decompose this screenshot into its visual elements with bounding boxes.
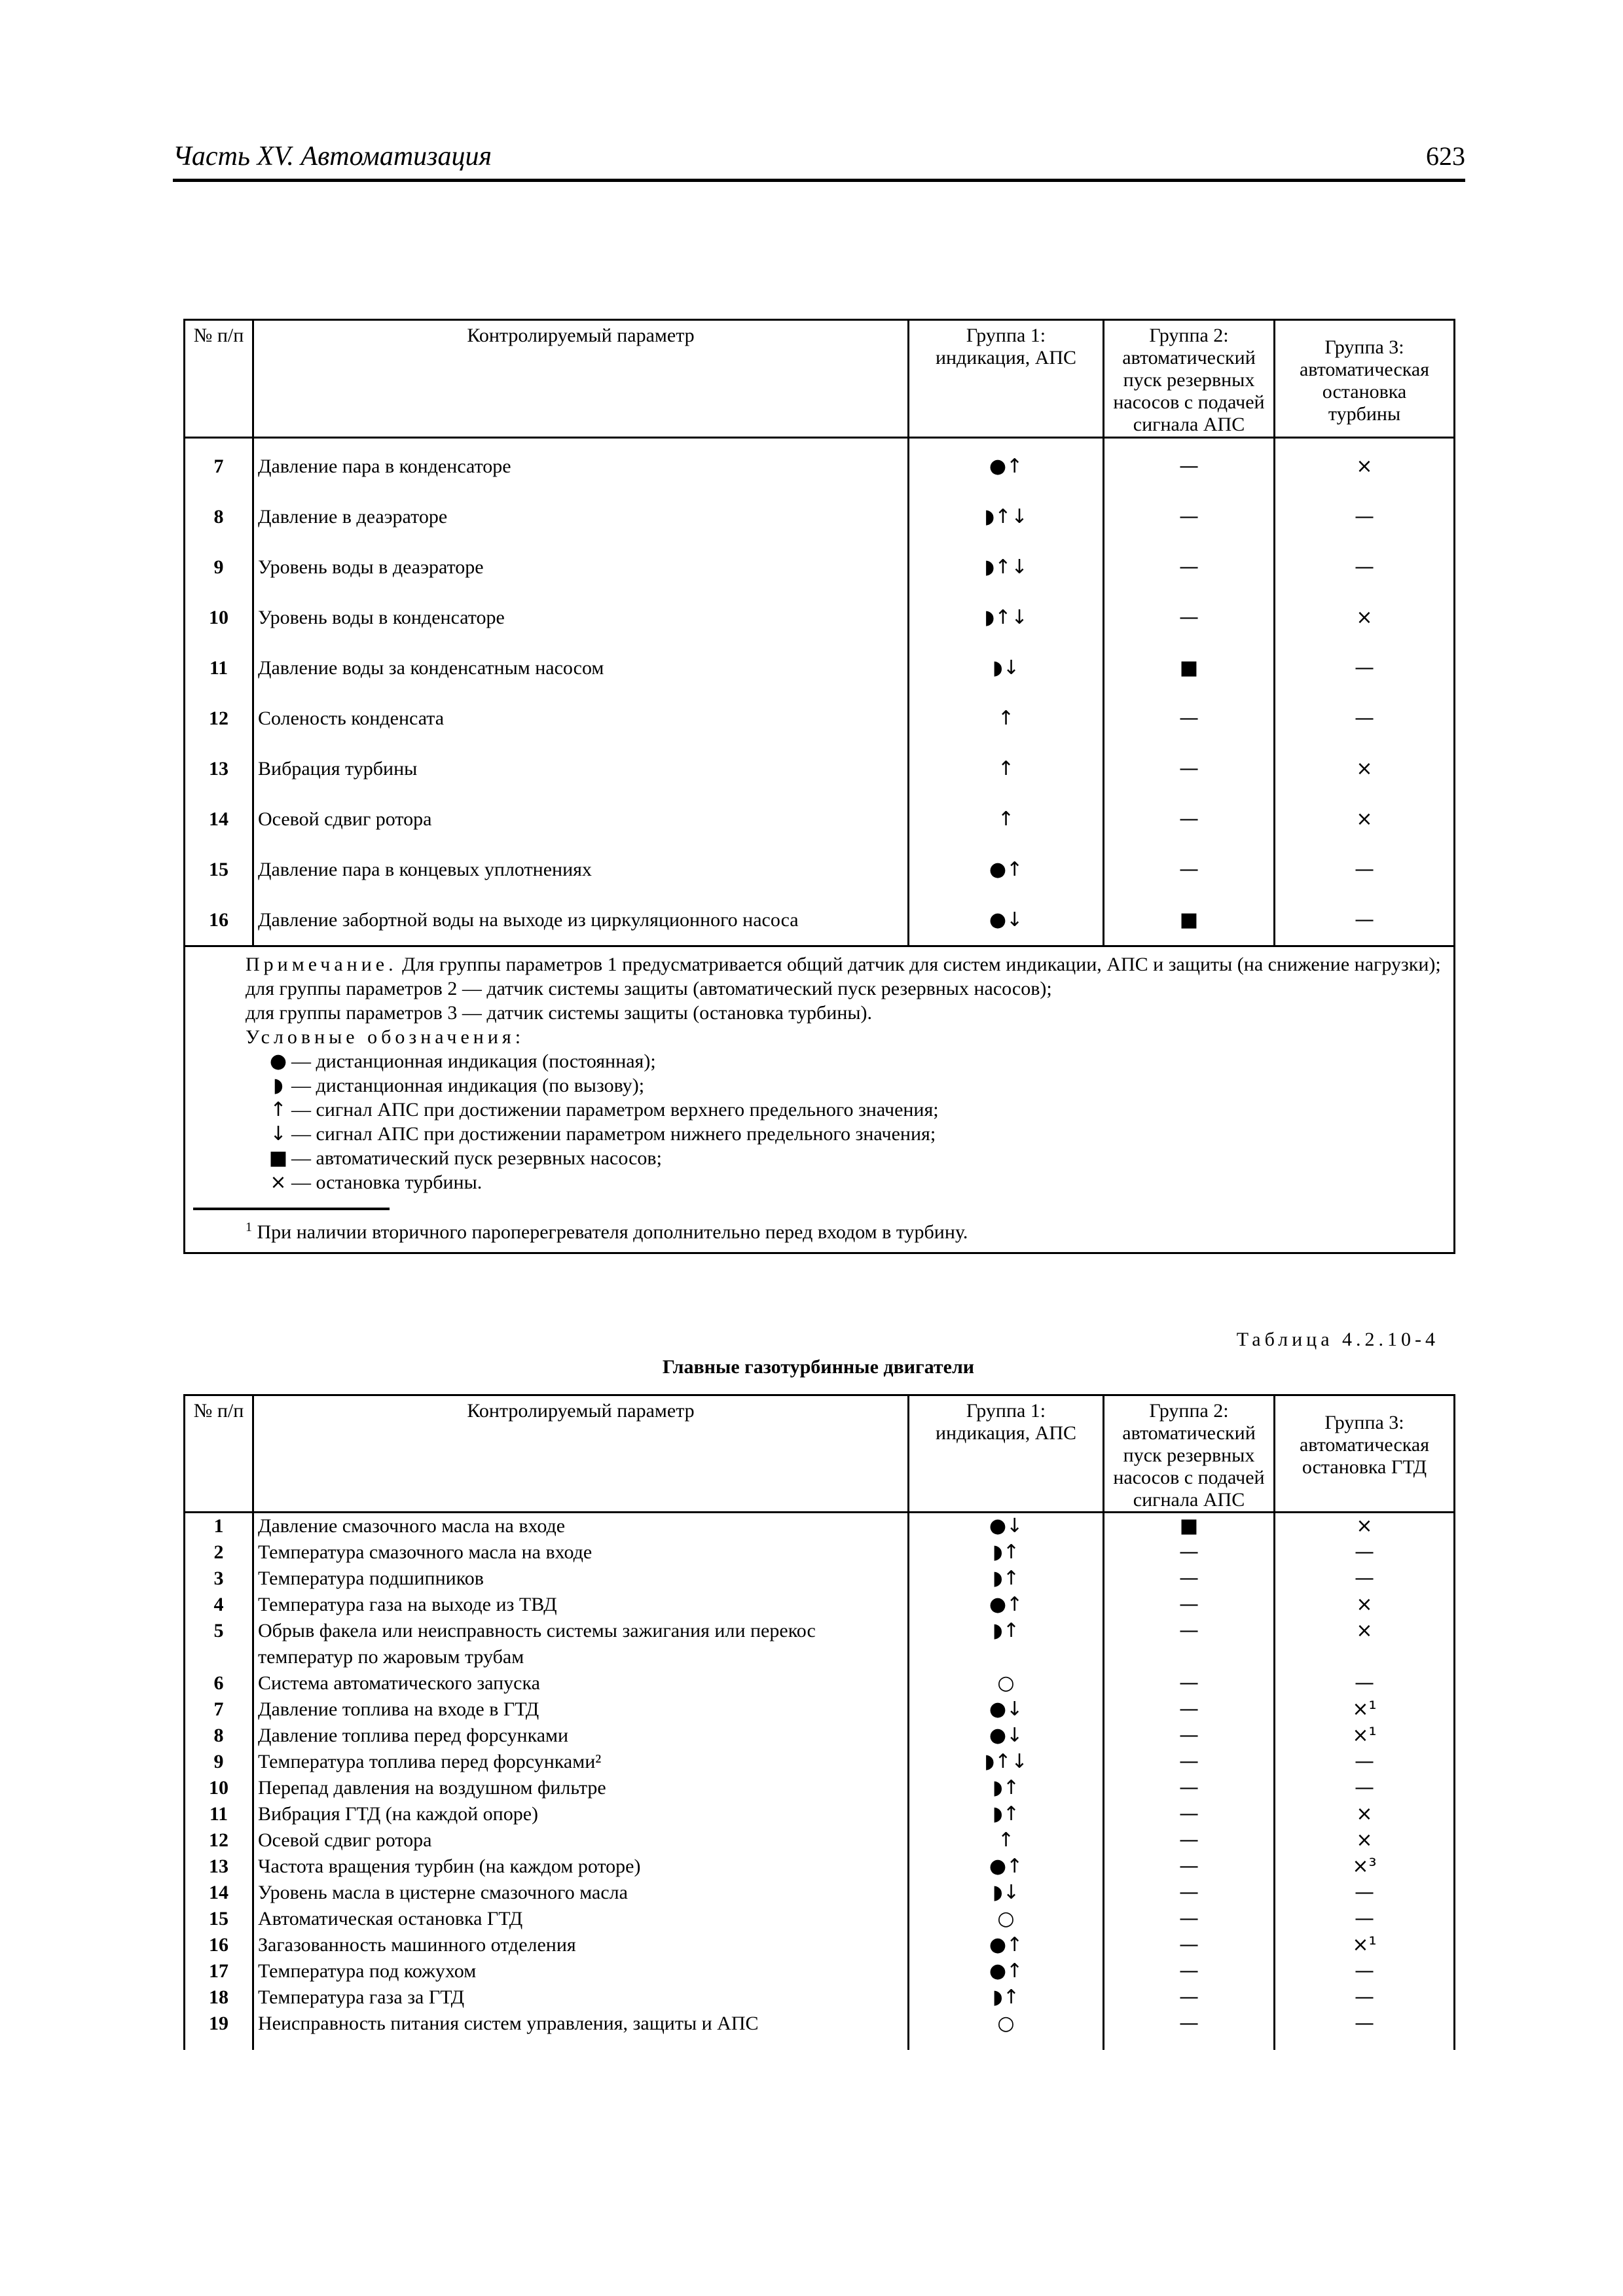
table-row — [185, 2011, 1455, 2050]
row-number: 12 — [185, 693, 253, 744]
legend-text: — дистанционная индикация (постоянная); — [291, 1050, 656, 1072]
legend-text: — сигнал АПС при достижении параметром нижнего предельного значения; — [291, 1123, 936, 1145]
row-number: 7 — [185, 438, 253, 492]
row-group2-symbol: — — [1104, 1958, 1275, 1984]
row-number: 16 — [185, 895, 253, 946]
legend-item — [193, 1170, 1444, 1194]
legend-item — [193, 1122, 1444, 1146]
row-group2-symbol: — — [1104, 844, 1275, 895]
row-group1-symbols: ●↓ — [909, 1723, 1104, 1749]
table-row — [185, 1592, 1455, 1618]
row-group3-symbol: — — [1275, 1749, 1455, 1775]
note-label: Примечание. — [246, 954, 397, 975]
col-header-parameter: Контролируемый параметр — [253, 1395, 909, 1513]
row-group2-symbol: — — [1104, 542, 1275, 592]
row-parameter: Давление забортной воды на выходе из циркуляционного насоса — [253, 895, 909, 946]
row-group2-symbol: — — [1104, 1749, 1275, 1775]
row-group1-symbols: ◗↑ — [909, 1984, 1104, 2011]
row-group3-symbol: ×¹ — [1275, 1696, 1455, 1723]
table-row — [185, 1932, 1455, 1958]
row-group3-symbol: — — [1275, 1906, 1455, 1932]
table-row — [185, 1749, 1455, 1775]
legend-text: — автоматический пуск резервных насосов; — [291, 1147, 662, 1169]
row-number: 8 — [185, 492, 253, 542]
row-group1-symbols: ●↑ — [909, 1932, 1104, 1958]
table-row — [185, 744, 1455, 794]
row-group3-symbol: ×¹ — [1275, 1723, 1455, 1749]
footnote-mark: 1 — [246, 1220, 252, 1234]
row-number: 16 — [185, 1932, 253, 1958]
row-group2-symbol: — — [1104, 1723, 1275, 1749]
row-number: 13 — [185, 1854, 253, 1880]
row-number: 2 — [185, 1539, 253, 1566]
table-note — [185, 946, 1455, 1253]
row-number: 9 — [185, 542, 253, 592]
row-group3-symbol: — — [1275, 895, 1455, 946]
table-row — [185, 643, 1455, 693]
table-row — [185, 1618, 1455, 1670]
row-group3-symbol: — — [1275, 1670, 1455, 1696]
row-parameter: Давление в деаэраторе — [253, 492, 909, 542]
row-parameter: Обрыв факела или неисправность системы зажигания или перекос температур по жаровым трубам — [253, 1618, 909, 1670]
table-title: Главные газотурбинные двигатели — [662, 1356, 975, 1378]
row-group1-symbols: ●↓ — [909, 1696, 1104, 1723]
row-group3-symbol: × — [1275, 592, 1455, 643]
row-group1-symbols: ◗↑ — [909, 1566, 1104, 1592]
row-number: 14 — [185, 794, 253, 844]
col-header-group3: Группа 3: автоматическая остановка турбины — [1275, 320, 1455, 438]
row-parameter: Давление топлива перед форсунками — [253, 1723, 909, 1749]
footnote-rule — [193, 1208, 390, 1210]
row-group2-symbol: — — [1104, 1801, 1275, 1827]
table-row — [185, 1513, 1455, 1540]
row-number: 5 — [185, 1618, 253, 1670]
table-row — [185, 1801, 1455, 1827]
table-row — [185, 492, 1455, 542]
table-row — [185, 542, 1455, 592]
row-group1-symbols: ●↑ — [909, 1958, 1104, 1984]
row-parameter: Частота вращения турбин (на каждом роторе) — [253, 1854, 909, 1880]
table-row — [185, 1723, 1455, 1749]
legend-symbol: ↓ — [270, 1122, 287, 1145]
col-header-number: № п/п — [185, 320, 253, 438]
table-row — [185, 794, 1455, 844]
row-number: 3 — [185, 1566, 253, 1592]
row-parameter: Уровень масла в цистерне смазочного масла — [253, 1880, 909, 1906]
table-row — [185, 1696, 1455, 1723]
row-number: 8 — [185, 1723, 253, 1749]
row-group3-symbol: — — [1275, 2011, 1455, 2050]
table-row — [185, 1958, 1455, 1984]
row-group1-symbols: ◗↑ — [909, 1775, 1104, 1801]
row-group1-symbols: ◗↑↓ — [909, 542, 1104, 592]
row-group3-symbol: × — [1275, 1513, 1455, 1540]
row-group1-symbols: ○ — [909, 1906, 1104, 1932]
row-number: 6 — [185, 1670, 253, 1696]
row-number: 12 — [185, 1827, 253, 1854]
row-number: 18 — [185, 1984, 253, 2011]
row-parameter: Соленость конденсата — [253, 693, 909, 744]
row-group3-symbol: × — [1275, 1827, 1455, 1854]
row-group1-symbols: ◗↑↓ — [909, 492, 1104, 542]
table-row — [185, 1670, 1455, 1696]
row-group3-symbol: — — [1275, 1566, 1455, 1592]
row-group2-symbol: ■ — [1104, 1513, 1275, 1540]
row-group2-symbol: — — [1104, 1696, 1275, 1723]
row-group2-symbol: — — [1104, 1566, 1275, 1592]
legend-symbol: ↑ — [270, 1098, 287, 1121]
row-group2-symbol: — — [1104, 1854, 1275, 1880]
row-group3-symbol: × — [1275, 1592, 1455, 1618]
row-group3-symbol: × — [1275, 744, 1455, 794]
row-group3-symbol: — — [1275, 1958, 1455, 1984]
col-header-group2: Группа 2: автоматический пуск резервных насосов с подачей сигнала АПС — [1104, 320, 1275, 438]
row-group1-symbols: ↑ — [909, 693, 1104, 744]
legend-text: — остановка турбины. — [291, 1172, 483, 1193]
row-group1-symbols: ●↑ — [909, 1592, 1104, 1618]
row-parameter: Вибрация ГТД (на каждой опоре) — [253, 1801, 909, 1827]
row-group2-symbol: — — [1104, 744, 1275, 794]
row-parameter: Автоматическая остановка ГТД — [253, 1906, 909, 1932]
row-number: 9 — [185, 1749, 253, 1775]
row-group2-symbol: — — [1104, 1984, 1275, 2011]
legend-symbol: × — [270, 1171, 287, 1194]
legend-item — [193, 1146, 1444, 1170]
row-group3-symbol: × — [1275, 794, 1455, 844]
table-row — [185, 1539, 1455, 1566]
legend-symbol: ■ — [268, 1147, 288, 1170]
row-parameter: Давление топлива на входе в ГТД — [253, 1696, 909, 1723]
row-number: 15 — [185, 844, 253, 895]
col-header-group3: Группа 3: автоматическая остановка ГТД — [1275, 1395, 1455, 1513]
row-parameter: Уровень воды в деаэраторе — [253, 542, 909, 592]
legend-item — [193, 1098, 1444, 1122]
row-parameter: Давление воды за конденсатным насосом — [253, 643, 909, 693]
row-parameter: Температура подшипников — [253, 1566, 909, 1592]
row-number: 10 — [185, 592, 253, 643]
row-number: 13 — [185, 744, 253, 794]
row-parameter: Давление смазочного масла на входе — [253, 1513, 909, 1540]
row-group2-symbol: — — [1104, 794, 1275, 844]
row-parameter: Давление пара в концевых уплотнениях — [253, 844, 909, 895]
row-group3-symbol: × — [1275, 1801, 1455, 1827]
row-group2-symbol: — — [1104, 693, 1275, 744]
table-row — [185, 844, 1455, 895]
row-group2-symbol: — — [1104, 1539, 1275, 1566]
row-group1-symbols: ◗↓ — [909, 1880, 1104, 1906]
row-parameter: Система автоматического запуска — [253, 1670, 909, 1696]
row-group3-symbol: — — [1275, 1775, 1455, 1801]
col-header-group1: Группа 1: индикация, АПС — [909, 320, 1104, 438]
row-group1-symbols: ◗↑↓ — [909, 592, 1104, 643]
col-header-number: № п/п — [185, 1395, 253, 1513]
table-turbine-parameters — [183, 319, 1455, 1254]
row-number: 15 — [185, 1906, 253, 1932]
row-group3-symbol: × — [1275, 438, 1455, 492]
table-row — [185, 592, 1455, 643]
table-row — [185, 895, 1455, 946]
page-header — [173, 141, 1465, 182]
legend-item — [193, 1073, 1444, 1098]
row-parameter: Уровень воды в конденсаторе — [253, 592, 909, 643]
note-line-2: для группы параметров 2 — датчик системы защиты (автоматический пуск резервных насосов); — [246, 978, 1052, 999]
col-header-group2: Группа 2: автоматический пуск резервных насосов с подачей сигнала АПС — [1104, 1395, 1275, 1513]
row-parameter: Загазованность машинного отделения — [253, 1932, 909, 1958]
row-group3-symbol: — — [1275, 542, 1455, 592]
row-group1-symbols: ○ — [909, 1670, 1104, 1696]
row-number: 7 — [185, 1696, 253, 1723]
row-group2-symbol: — — [1104, 2011, 1275, 2050]
row-group3-symbol: — — [1275, 1880, 1455, 1906]
table-number: Таблица 4.2.10-4 — [1236, 1329, 1439, 1350]
table-gas-turbine-parameters — [183, 1394, 1455, 2050]
row-group1-symbols: ●↓ — [909, 895, 1104, 946]
row-parameter: Температура газа на выходе из ТВД — [253, 1592, 909, 1618]
row-group1-symbols: ↑ — [909, 1827, 1104, 1854]
row-group2-symbol: — — [1104, 1827, 1275, 1854]
row-number: 10 — [185, 1775, 253, 1801]
row-group1-symbols: ◗↑ — [909, 1801, 1104, 1827]
row-parameter: Осевой сдвиг ротора — [253, 794, 909, 844]
row-group3-symbol: ×¹ — [1275, 1932, 1455, 1958]
row-group3-symbol: — — [1275, 643, 1455, 693]
row-number: 19 — [185, 2011, 253, 2050]
row-group2-symbol: — — [1104, 1618, 1275, 1670]
row-group1-symbols: ◗↓ — [909, 643, 1104, 693]
table-row — [185, 693, 1455, 744]
table-row — [185, 1827, 1455, 1854]
row-group2-symbol: ■ — [1104, 643, 1275, 693]
row-parameter: Температура газа за ГТД — [253, 1984, 909, 2011]
note-line-1: Для группы параметров 1 предусматривается общий датчик для систем индикации, АПС и защиты (на снижение нагрузки); — [402, 954, 1441, 975]
row-group1-symbols: ◗↑ — [909, 1618, 1104, 1670]
row-number: 14 — [185, 1880, 253, 1906]
legend-title: Условные обозначения: — [246, 1026, 525, 1048]
row-group2-symbol: — — [1104, 1775, 1275, 1801]
row-group3-symbol: — — [1275, 693, 1455, 744]
legend-text: — дистанционная индикация (по вызову); — [291, 1075, 645, 1096]
row-group1-symbols: ◗↑↓ — [909, 1749, 1104, 1775]
table-row — [185, 438, 1455, 492]
row-parameter: Неисправность питания систем управления, защиты и АПС — [253, 2011, 909, 2050]
row-group2-symbol: — — [1104, 438, 1275, 492]
row-group3-symbol: — — [1275, 1984, 1455, 2011]
legend-text: — сигнал АПС при достижении параметром верхнего предельного значения; — [291, 1099, 939, 1121]
row-group3-symbol: — — [1275, 1539, 1455, 1566]
table-row — [185, 1984, 1455, 2011]
row-group3-symbol: — — [1275, 844, 1455, 895]
row-group2-symbol: ■ — [1104, 895, 1275, 946]
row-parameter: Перепад давления на воздушном фильтре — [253, 1775, 909, 1801]
row-group2-symbol: — — [1104, 592, 1275, 643]
row-group2-symbol: — — [1104, 492, 1275, 542]
row-group1-symbols: ●↑ — [909, 844, 1104, 895]
row-number: 1 — [185, 1513, 253, 1540]
row-number: 11 — [185, 1801, 253, 1827]
row-group2-symbol: — — [1104, 1670, 1275, 1696]
row-parameter: Вибрация турбины — [253, 744, 909, 794]
section-title: Часть XV. Автоматизация — [173, 141, 492, 171]
row-group1-symbols: ●↑ — [909, 438, 1104, 492]
row-number: 4 — [185, 1592, 253, 1618]
row-group1-symbols: ↑ — [909, 744, 1104, 794]
col-header-parameter: Контролируемый параметр — [253, 320, 909, 438]
row-group3-symbol: × — [1275, 1618, 1455, 1670]
table-row — [185, 1880, 1455, 1906]
row-group2-symbol: — — [1104, 1592, 1275, 1618]
row-group1-symbols: ↑ — [909, 794, 1104, 844]
row-number: 17 — [185, 1958, 253, 1984]
row-group1-symbols: ●↑ — [909, 1854, 1104, 1880]
legend-symbol: ◗ — [273, 1074, 283, 1097]
row-group2-symbol: — — [1104, 1906, 1275, 1932]
row-number: 11 — [185, 643, 253, 693]
row-parameter: Температура смазочного масла на входе — [253, 1539, 909, 1566]
row-group1-symbols: ○ — [909, 2011, 1104, 2050]
footnote-text: При наличии вторичного пароперегревателя дополнительно перед входом в турбину. — [257, 1221, 968, 1243]
table-row — [185, 1854, 1455, 1880]
table-row — [185, 1906, 1455, 1932]
col-header-group1: Группа 1: индикация, АПС — [909, 1395, 1104, 1513]
row-parameter: Температура под кожухом — [253, 1958, 909, 1984]
legend-symbol: ● — [269, 1050, 287, 1073]
legend-item — [193, 1049, 1444, 1073]
row-group2-symbol: — — [1104, 1932, 1275, 1958]
row-group3-symbol: — — [1275, 492, 1455, 542]
row-group3-symbol: ×³ — [1275, 1854, 1455, 1880]
row-parameter: Осевой сдвиг ротора — [253, 1827, 909, 1854]
table-row — [185, 1775, 1455, 1801]
row-parameter: Температура топлива перед форсунками² — [253, 1749, 909, 1775]
row-parameter: Давление пара в конденсаторе — [253, 438, 909, 492]
table-row — [185, 1566, 1455, 1592]
page-number: 623 — [1426, 141, 1465, 171]
note-line-3: для группы параметров 3 — датчик системы защиты (остановка турбины). — [246, 1002, 873, 1024]
row-group1-symbols: ●↓ — [909, 1513, 1104, 1540]
row-group2-symbol: — — [1104, 1880, 1275, 1906]
row-group1-symbols: ◗↑ — [909, 1539, 1104, 1566]
